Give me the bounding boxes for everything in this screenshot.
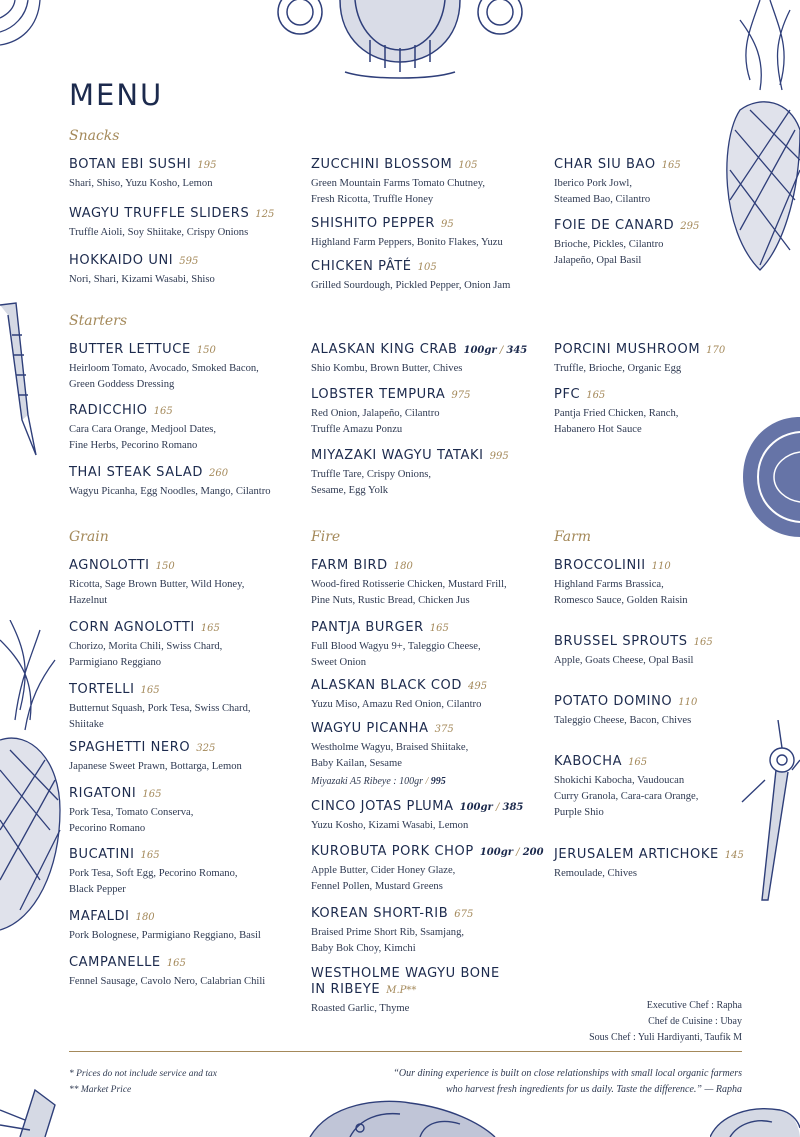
chef-de-cuisine: Chef de Cuisine : Ubay <box>648 1016 742 1027</box>
item-name: CORN AGNOLOTTI <box>69 620 195 635</box>
menu-item <box>69 403 304 465</box>
description-line: Sesame, Egg Yolk <box>311 485 389 496</box>
item-description <box>554 176 734 208</box>
item-price: 195 <box>197 160 217 171</box>
description-line: Fresh Ricotta, Truffle Honey <box>311 194 434 205</box>
item-price: 165 <box>586 390 606 401</box>
description-line: Butternut Squash, Pork Tesa, Swiss Chard, <box>69 703 251 714</box>
price-amount: 345 <box>506 345 528 356</box>
item-name: JERUSALEM ARTICHOKE <box>554 847 719 862</box>
item-name: MIYAZAKI WAGYU TATAKI <box>311 448 484 463</box>
item-price: 165 <box>628 757 648 768</box>
description-line: Apple Butter, Cider Honey Glaze, <box>311 865 456 876</box>
item-description <box>311 639 551 671</box>
description-line: Baby Bok Choy, Kimchi <box>311 943 416 954</box>
item-name: BOTAN EBI SUSHI <box>69 157 192 172</box>
item-description <box>311 467 546 499</box>
note-price: 995 <box>430 776 446 787</box>
price-weight: 100gr <box>479 847 513 858</box>
item-price: 170 <box>706 345 726 356</box>
item-name: ZUCCHINI BLOSSOM <box>311 157 453 172</box>
item-price: 595 <box>179 256 199 267</box>
item-price: 105 <box>458 160 478 171</box>
item-price: 180 <box>393 561 413 572</box>
menu-item <box>311 387 546 448</box>
item-description: Truffle Aioli, Soy Shiitake, Crispy Onions <box>69 227 249 238</box>
item-name: KOREAN SHORT-RIB <box>311 906 449 921</box>
item-name: CAMPANELLE <box>69 955 161 970</box>
item-description: Japanese Sweet Prawn, Bottarga, Lemon <box>69 761 242 772</box>
description-line: Curry Granola, Cara-cara Orange, <box>554 791 699 802</box>
grain-column <box>69 558 304 990</box>
item-description <box>311 863 551 895</box>
menu-item <box>554 634 744 694</box>
item-name: HOKKAIDO UNI <box>69 253 174 268</box>
ornament-top-illustration <box>270 0 530 80</box>
item-name: PANTJA BURGER <box>311 620 424 635</box>
menu-item <box>69 620 304 682</box>
item-name: TORTELLI <box>69 682 135 697</box>
item-name: BROCCOLINII <box>554 558 646 573</box>
description-line: Fennel Pollen, Mustard Greens <box>311 881 443 892</box>
menu-item <box>311 216 546 259</box>
item-name: FARM BIRD <box>311 558 388 573</box>
item-description <box>554 406 734 438</box>
menu-item <box>554 754 744 847</box>
sous-chef: Sous Chef : Yuli Hardiyanti, Taufik M <box>589 1032 742 1043</box>
menu-item <box>69 847 304 909</box>
item-name: KABOCHA <box>554 754 623 769</box>
menu-item <box>311 558 551 620</box>
shell-corner-illustration <box>0 0 44 50</box>
price-weight: 100gr <box>459 802 493 813</box>
quote-line: who harvest fresh ingredients for us daily. Taste the difference.” — Rapha <box>445 1084 742 1095</box>
item-name: RADICCHIO <box>69 403 148 418</box>
item-name: IN RIBEYE <box>311 982 381 997</box>
item-name: AGNOLOTTI <box>69 558 150 573</box>
description-line: Iberico Pork Jowl, <box>554 178 632 189</box>
item-price: 495 <box>468 681 488 692</box>
item-name: MAFALDI <box>69 909 130 924</box>
description-line: Pork Tesa, Soft Egg, Pecorino Romano, <box>69 868 238 879</box>
item-price: M.P** <box>386 985 417 996</box>
description-line: Chorizo, Morita Chili, Swiss Chard, <box>69 641 223 652</box>
menu-item <box>69 786 304 847</box>
item-price: 165 <box>200 623 220 634</box>
menu-item <box>69 740 304 786</box>
item-name: ALASKAN BLACK COD <box>311 678 463 693</box>
footnote-market-price: ** Market Price <box>69 1085 132 1095</box>
section-heading-farm: Farm <box>554 529 592 545</box>
item-description: Roasted Garlic, Thyme <box>311 1003 410 1014</box>
tool-bottom-left-illustration <box>0 1080 70 1137</box>
item-description <box>311 406 546 438</box>
executive-chef: Executive Chef : Rapha <box>646 1000 742 1011</box>
menu-item <box>311 906 551 966</box>
item-price: 180 <box>135 912 155 923</box>
menu-item <box>311 259 546 294</box>
menu-item <box>69 682 304 740</box>
item-name: WESTHOLME WAGYU BONE <box>311 966 500 981</box>
description-line: Green Goddess Dressing <box>69 379 175 390</box>
knife-illustration <box>740 720 800 910</box>
menu-item <box>69 253 299 288</box>
item-name: CHICKEN PÂTÉ <box>311 259 412 274</box>
quote-line: “Our dining experience is built on close relationships with small local organic farmers <box>393 1068 742 1079</box>
item-name: CINCO JOTAS PLUMA <box>311 799 454 814</box>
description-line: Brioche, Pickles, Cilantro <box>554 239 664 250</box>
description-line: Braised Prime Short Rib, Ssamjang, <box>311 927 465 938</box>
item-name: BRUSSEL SPROUTS <box>554 634 688 649</box>
snacks-column-3 <box>554 157 734 269</box>
description-line: Truffle Amazu Ponzu <box>311 424 403 435</box>
section-heading-grain: Grain <box>69 529 109 545</box>
description-line: Parmigiano Reggiano <box>69 657 162 668</box>
description-line: Green Mountain Farms Tomato Chutney, <box>311 178 486 189</box>
menu-item <box>69 465 304 500</box>
description-line: Pantja Fried Chicken, Ranch, <box>554 408 679 419</box>
price-amount: 385 <box>502 802 524 813</box>
chef-credits <box>589 998 742 1046</box>
description-line: Shokichi Kabocha, Vaudoucan <box>554 775 685 786</box>
item-price: 100gr / 200 <box>479 847 544 858</box>
description-line: Habanero Hot Sauce <box>554 424 642 435</box>
description-line: Cara Cara Orange, Medjool Dates, <box>69 424 217 435</box>
item-description <box>69 639 304 671</box>
price-weight: 100gr <box>463 345 497 356</box>
item-description <box>554 237 734 269</box>
menu-item <box>69 342 304 403</box>
description-line: Fine Herbs, Pecorino Romano <box>69 440 198 451</box>
item-description <box>69 422 304 454</box>
fish-illustration <box>300 1098 500 1137</box>
description-line: Black Pepper <box>69 884 126 895</box>
item-price: 125 <box>255 209 275 220</box>
item-name: WAGYU TRUFFLE SLIDERS <box>69 206 250 221</box>
menu-item <box>69 206 299 253</box>
item-description: Truffle, Brioche, Organic Egg <box>554 363 682 374</box>
item-name: SPAGHETTI NERO <box>69 740 191 755</box>
menu-item <box>69 558 304 620</box>
menu-item <box>311 157 546 216</box>
item-name: POTATO DOMINO <box>554 694 673 709</box>
menu-item <box>554 694 744 754</box>
item-description <box>69 577 304 609</box>
item-price: 110 <box>678 697 698 708</box>
snacks-column-1 <box>69 157 299 288</box>
note-text: Miyazaki A5 Ribeye : 100gr <box>311 776 424 787</box>
footnote-tax: * Prices do not include service and tax <box>69 1069 218 1079</box>
item-description <box>311 925 551 957</box>
description-line: Full Blood Wagyu 9+, Taleggio Cheese, <box>311 641 481 652</box>
farm-column <box>554 558 744 882</box>
claw-bottom-right-illustration <box>710 1100 800 1137</box>
menu-item <box>311 342 546 387</box>
description-line: Hazelnut <box>69 595 108 606</box>
item-description: Yuzu Miso, Amazu Red Onion, Cilantro <box>311 699 482 710</box>
item-name: BUTTER LETTUCE <box>69 342 191 357</box>
section-heading-starters: Starters <box>69 313 128 329</box>
description-line: Heirloom Tomato, Avocado, Smoked Bacon, <box>69 363 259 374</box>
menu-item <box>311 620 551 678</box>
menu-item <box>311 678 551 721</box>
item-price: 100gr / 385 <box>459 802 524 813</box>
footnotes <box>69 1066 217 1098</box>
item-description: Grilled Sourdough, Pickled Pepper, Onion Jam <box>311 280 511 291</box>
item-price: 165 <box>693 637 713 648</box>
item-note: Miyazaki A5 Ribeye : 100gr / 995 <box>311 776 446 787</box>
item-description: Remoulade, Chives <box>554 868 637 879</box>
description-line: Romesco Sauce, Golden Raisin <box>554 595 688 606</box>
pen-illustration <box>0 295 44 460</box>
item-price: 165 <box>153 406 173 417</box>
menu-item <box>554 218 734 269</box>
item-description: Apple, Goats Cheese, Opal Basil <box>554 655 694 666</box>
item-price: 150 <box>196 345 216 356</box>
item-name: SHISHITO PEPPER <box>311 216 436 231</box>
item-price: 375 <box>434 724 454 735</box>
description-line: Highland Farms Brassica, <box>554 579 664 590</box>
meat-cut-illustration <box>738 412 800 542</box>
menu-title: MENU <box>69 78 164 112</box>
menu-item <box>311 799 551 844</box>
item-name: PORCINI MUSHROOM <box>554 342 701 357</box>
pineapple-left-illustration <box>0 620 70 940</box>
item-price: 995 <box>489 451 509 462</box>
menu-item <box>311 721 551 799</box>
description-line: Purple Shio <box>554 807 604 818</box>
item-description: Fennel Sausage, Cavolo Nero, Calabrian Chili <box>69 976 266 987</box>
item-name: THAI STEAK SALAD <box>69 465 203 480</box>
section-heading-snacks: Snacks <box>69 128 120 144</box>
description-line: Ricotta, Sage Brown Butter, Wild Honey, <box>69 579 245 590</box>
menu-item <box>311 448 546 499</box>
menu-item <box>554 157 734 218</box>
item-description <box>69 805 304 837</box>
item-price: 150 <box>155 561 175 572</box>
item-name: LOBSTER TEMPURA <box>311 387 446 402</box>
item-name: FOIE DE CANARD <box>554 218 675 233</box>
item-name: BUCATINI <box>69 847 135 862</box>
item-name: ALASKAN KING CRAB <box>311 342 458 357</box>
item-price: 165 <box>429 623 449 634</box>
description-line: Westholme Wagyu, Braised Shiitake, <box>311 742 469 753</box>
item-name: CHAR SIU BAO <box>554 157 656 172</box>
item-price: 95 <box>441 219 454 230</box>
description-line: Red Onion, Jalapeño, Cilantro <box>311 408 440 419</box>
menu-item <box>554 847 744 882</box>
price-amount: 200 <box>522 847 544 858</box>
item-price: 110 <box>651 561 671 572</box>
snacks-column-2 <box>311 157 546 294</box>
item-description <box>311 577 551 609</box>
item-name: WAGYU PICANHA <box>311 721 429 736</box>
starters-column-1 <box>69 342 304 500</box>
menu-item <box>554 342 734 387</box>
item-description <box>69 361 304 393</box>
description-line: Shiitake <box>69 719 104 730</box>
item-description <box>311 176 546 208</box>
item-description <box>554 577 744 609</box>
item-description: Yuzu Kosho, Kizami Wasabi, Lemon <box>311 820 469 831</box>
item-price: 295 <box>680 221 700 232</box>
item-price: 325 <box>196 743 216 754</box>
item-description: Shari, Shiso, Yuzu Kosho, Lemon <box>69 178 213 189</box>
item-description: Shio Kombu, Brown Butter, Chives <box>311 363 463 374</box>
item-price: 675 <box>454 909 474 920</box>
item-description: Wagyu Picanha, Egg Noodles, Mango, Cilantro <box>69 486 271 497</box>
item-description: Pork Bolognese, Parmigiano Reggiano, Basil <box>69 930 261 941</box>
description-line: Sweet Onion <box>311 657 367 668</box>
menu-item <box>69 909 304 955</box>
item-price: 105 <box>417 262 437 273</box>
fire-column <box>311 558 551 1017</box>
item-description <box>69 866 304 898</box>
description-line: Truffle Tare, Crispy Onions, <box>311 469 432 480</box>
chef-quote <box>322 1066 742 1098</box>
item-description <box>69 701 304 733</box>
item-name: PFC <box>554 387 581 402</box>
item-price: 975 <box>451 390 471 401</box>
item-description <box>311 740 551 772</box>
item-name: RIGATONI <box>69 786 137 801</box>
item-description: Nori, Shari, Kizami Wasabi, Shiso <box>69 274 215 285</box>
footer-divider <box>69 1051 742 1052</box>
item-price: 165 <box>140 850 160 861</box>
description-line: Steamed Bao, Cilantro <box>554 194 651 205</box>
item-price: 165 <box>140 685 160 696</box>
menu-item <box>69 157 299 206</box>
item-description <box>554 773 744 821</box>
menu-item <box>554 387 734 438</box>
item-description: Taleggio Cheese, Bacon, Chives <box>554 715 692 726</box>
menu-item <box>311 966 551 1017</box>
description-line: Pine Nuts, Rustic Bread, Chicken Jus <box>311 595 470 606</box>
menu-item <box>554 558 744 634</box>
starters-column-2 <box>311 342 546 499</box>
item-price: 165 <box>661 160 681 171</box>
starters-column-3 <box>554 342 734 438</box>
item-price: 100gr / 345 <box>463 345 528 356</box>
item-price: 260 <box>208 468 229 479</box>
item-name: KUROBUTA PORK CHOP <box>311 844 474 859</box>
description-line: Jalapeño, Opal Basil <box>554 255 642 266</box>
description-line: Pecorino Romano <box>69 823 146 834</box>
item-price: 165 <box>142 789 162 800</box>
item-price: 165 <box>166 958 186 969</box>
item-price: 145 <box>724 850 744 861</box>
description-line: Wood-fired Rotisserie Chicken, Mustard Frill, <box>311 579 507 590</box>
menu-item <box>311 844 551 906</box>
item-description: Highland Farm Peppers, Bonito Flakes, Yuzu <box>311 237 503 248</box>
menu-item <box>69 955 304 990</box>
description-line: Baby Kailan, Sesame <box>311 758 402 769</box>
description-line: Pork Tesa, Tomato Conserva, <box>69 807 194 818</box>
section-heading-fire: Fire <box>311 529 341 545</box>
